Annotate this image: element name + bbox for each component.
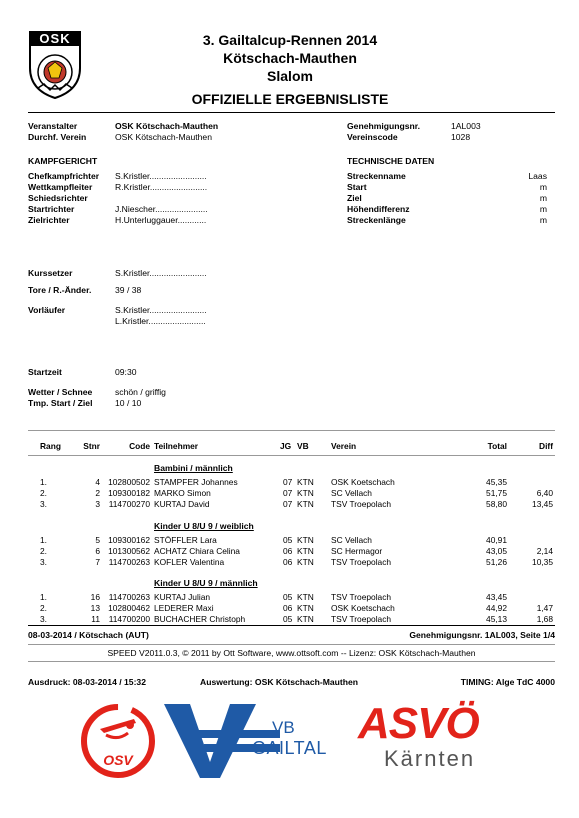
durchf-verein-value: OSK Kötschach-Mauthen (115, 132, 212, 142)
kampfgericht-heading: KAMPFGERICHT (28, 156, 98, 166)
result-jg: 05 (283, 592, 293, 602)
startzeit-value: 09:30 (115, 367, 137, 377)
technische-value: m (539, 204, 547, 214)
osk-logo (26, 28, 84, 100)
technische-value: m (539, 182, 547, 192)
wetter-value: schön / griffig (115, 387, 166, 397)
asvo-logo (356, 700, 506, 780)
col-code: Code (129, 441, 150, 451)
footer-software: SPEED V2011.0.3, © 2011 by Ott Software, www.ottsoft.com -- Lizenz: OSK Kötschach-Mauthen (107, 648, 476, 658)
result-diff: 1,68 (536, 614, 553, 624)
tore-label: Tore / R.-Änder. (28, 285, 92, 295)
kampfgericht-label: Zielrichter (28, 215, 70, 225)
category-heading: Kinder U 8/U 9 / weiblich (154, 521, 254, 531)
vb-gailtal-logo (160, 700, 340, 782)
result-vb: KTN (297, 592, 314, 602)
result-verein: TSV Troepolach (331, 592, 392, 602)
table-row (0, 592, 579, 603)
result-stnr: 5 (95, 535, 100, 545)
col-verein: Verein (331, 441, 357, 451)
result-code: 114700263 (108, 592, 150, 602)
footer-page-info: Genehmigungsnr. 1AL003, Seite 1/4 (409, 630, 555, 640)
result-stnr: 4 (95, 477, 100, 487)
result-jg: 07 (283, 499, 293, 509)
technische-daten-heading: TECHNISCHE DATEN (347, 156, 435, 166)
result-jg: 07 (283, 488, 293, 498)
result-code: 109300162 (108, 535, 150, 545)
table-row (0, 499, 579, 510)
result-total: 43,05 (486, 546, 507, 556)
page-title-discipline: Slalom (267, 68, 313, 84)
result-diff: 2,14 (536, 546, 553, 556)
asvo-logo-line2: Kärnten (384, 746, 476, 771)
durchf-verein-label: Durchf. Verein (28, 132, 87, 142)
table-row (0, 535, 579, 546)
footer-ausdruck: Ausdruck: 08-03-2014 / 15:32 (28, 677, 146, 687)
vereinscode-label: Vereinscode (347, 132, 398, 142)
result-stnr: 7 (95, 557, 100, 567)
result-rang: 2. (40, 546, 47, 556)
result-code: 114700200 (108, 614, 150, 624)
result-stnr: 3 (95, 499, 100, 509)
col-rang: Rang (40, 441, 61, 451)
startzeit-label: Startzeit (28, 367, 62, 377)
technische-label: Streckenlänge (347, 215, 406, 225)
col-vb: VB (297, 441, 309, 451)
result-jg: 05 (283, 614, 293, 624)
result-verein: OSK Koetschach (331, 603, 395, 613)
result-name: BUCHACHER Christoph (154, 614, 246, 624)
result-verein: SC Hermagor (331, 546, 383, 556)
footer-divider-low (28, 661, 555, 662)
wetter-label: Wetter / Schnee (28, 387, 93, 397)
footer-date-place: 08-03-2014 / Kötschach (AUT) (28, 630, 149, 640)
table-row (0, 546, 579, 557)
result-stnr: 16 (90, 592, 100, 602)
tore-value: 39 / 38 (115, 285, 142, 295)
result-rang: 3. (40, 557, 47, 567)
table-row (0, 614, 579, 625)
kampfgericht-label: Startrichter (28, 204, 75, 214)
table-header (0, 441, 579, 452)
genehmigung-value: 1AL003 (451, 121, 481, 131)
osv-logo (80, 703, 156, 779)
technische-label: Höhendifferenz (347, 204, 410, 214)
header-divider (28, 112, 555, 113)
result-rang: 1. (40, 535, 47, 545)
result-total: 44,92 (486, 603, 507, 613)
kampfgericht-value: R.Kristler........................ (115, 182, 208, 192)
result-total: 58,80 (486, 499, 507, 509)
vorlaeufer-value: L.Kristler........................ (115, 316, 206, 326)
result-total: 43,45 (486, 592, 507, 602)
result-stnr: 2 (95, 488, 100, 498)
kampfgericht-label: Wettkampfleiter (28, 182, 93, 192)
col-jg: JG (280, 441, 292, 451)
result-stnr: 11 (91, 614, 100, 624)
technische-value: Laas (528, 171, 547, 181)
vb-logo-line1: VB (272, 718, 295, 737)
table-row (0, 557, 579, 568)
result-diff: 1,47 (536, 603, 553, 613)
result-code: 114700270 (108, 499, 150, 509)
result-name: KURTAJ David (154, 499, 210, 509)
result-diff: 6,40 (536, 488, 553, 498)
osv-logo-text: OSV (103, 752, 133, 768)
result-verein: OSK Koetschach (331, 477, 395, 487)
table-row (0, 488, 579, 499)
vereinscode-value: 1028 (451, 132, 471, 142)
col-total: Total (487, 441, 507, 451)
result-rang: 2. (40, 488, 47, 498)
kurssetzer-label: Kurssetzer (28, 268, 73, 278)
result-code: 114700263 (108, 557, 150, 567)
result-name: MARKO Simon (154, 488, 211, 498)
result-vb: KTN (297, 499, 314, 509)
veranstalter-label: Veranstalter (28, 121, 78, 131)
col-diff: Diff (539, 441, 553, 451)
footer-divider-top (28, 625, 555, 626)
result-total: 45,13 (486, 614, 507, 624)
result-rang: 3. (40, 499, 47, 509)
table-row (0, 603, 579, 614)
kampfgericht-value: J.Niescher...................... (115, 204, 208, 214)
vb-logo-line2: GAILTAL (252, 738, 327, 758)
result-name: KOFLER Valentina (154, 557, 225, 567)
result-verein: TSV Troepolach (331, 557, 392, 567)
table-header-divider (28, 455, 555, 456)
result-vb: KTN (297, 546, 314, 556)
result-rang: 1. (40, 592, 47, 602)
result-vb: KTN (297, 535, 314, 545)
col-teilnehmer: Teilnehmer (154, 441, 199, 451)
result-vb: KTN (297, 477, 314, 487)
result-total: 40,91 (486, 535, 507, 545)
kampfgericht-value: S.Kristler........................ (115, 171, 207, 181)
result-verein: SC Vellach (331, 535, 372, 545)
result-code: 102800502 (108, 477, 150, 487)
result-total: 45,35 (486, 477, 507, 487)
footer-timing: TIMING: Alge TdC 4000 (460, 677, 555, 687)
col-stnr: Stnr (83, 441, 100, 451)
technische-value: m (539, 193, 547, 203)
result-total: 51,75 (486, 488, 507, 498)
temperatur-label: Tmp. Start / Ziel (28, 398, 93, 408)
result-name: KURTAJ Julian (154, 592, 211, 602)
kampfgericht-label: Schiedsrichter (28, 193, 88, 203)
category-heading: Kinder U 8/U 9 / männlich (154, 578, 258, 588)
result-jg: 05 (283, 535, 293, 545)
vorlaeufer-label: Vorläufer (28, 305, 66, 315)
result-jg: 07 (283, 477, 293, 487)
result-code: 102800462 (108, 603, 150, 613)
table-row (0, 477, 579, 488)
genehmigung-label: Genehmigungsnr. (347, 121, 421, 131)
technische-label: Start (347, 182, 367, 192)
result-rang: 1. (40, 477, 47, 487)
footer-divider-mid (28, 644, 555, 645)
result-verein: TSV Troepolach (331, 614, 392, 624)
result-vb: KTN (297, 557, 314, 567)
result-stnr: 6 (95, 546, 100, 556)
result-diff: 10,35 (532, 557, 553, 567)
result-diff: 13,45 (532, 499, 553, 509)
result-name: ACHATZ Chiara Celina (154, 546, 240, 556)
technische-value: m (539, 215, 547, 225)
page-title-place: Kötschach-Mauthen (223, 50, 357, 66)
result-name: LEDERER Maxi (154, 603, 214, 613)
result-verein: SC Vellach (331, 488, 372, 498)
kurssetzer-value: S.Kristler........................ (115, 268, 207, 278)
veranstalter-value: OSK Kötschach-Mauthen (115, 121, 219, 131)
result-rang: 2. (40, 603, 47, 613)
asvo-logo-line1: ASVÖ (358, 699, 479, 748)
footer-auswertung: Auswertung: OSK Kötschach-Mauthen (200, 677, 359, 687)
page-title-event: 3. Gailtalcup-Rennen 2014 (202, 32, 378, 48)
page-title-list: OFFIZIELLE ERGEBNISLISTE (191, 91, 389, 107)
result-verein: TSV Troepolach (331, 499, 392, 509)
result-name: STÖFFLER Lara (154, 535, 217, 545)
result-stnr: 13 (90, 603, 100, 613)
technische-daten-list (347, 171, 547, 226)
result-total: 51,26 (486, 557, 507, 567)
result-vb: KTN (297, 614, 314, 624)
result-vb: KTN (297, 603, 314, 613)
result-name: STAMPFER Johannes (154, 477, 238, 487)
category-heading: Bambini / männlich (154, 463, 233, 473)
result-jg: 06 (283, 546, 293, 556)
kampfgericht-value: H.Unterluggauer............ (115, 215, 207, 225)
result-code: 101300562 (108, 546, 150, 556)
result-vb: KTN (297, 488, 314, 498)
technische-label: Ziel (347, 193, 362, 203)
result-rang: 3. (40, 614, 47, 624)
table-top-divider (28, 430, 555, 431)
vorlaeufer-value: S.Kristler........................ (115, 305, 207, 315)
result-jg: 06 (283, 557, 293, 567)
osk-logo-text: OSK (39, 31, 71, 46)
result-code: 109300182 (108, 488, 150, 498)
temperatur-value: 10 / 10 (115, 398, 142, 408)
result-jg: 06 (283, 603, 293, 613)
kampfgericht-label: Chefkampfrichter (28, 171, 100, 181)
technische-label: Streckenname (347, 171, 406, 181)
